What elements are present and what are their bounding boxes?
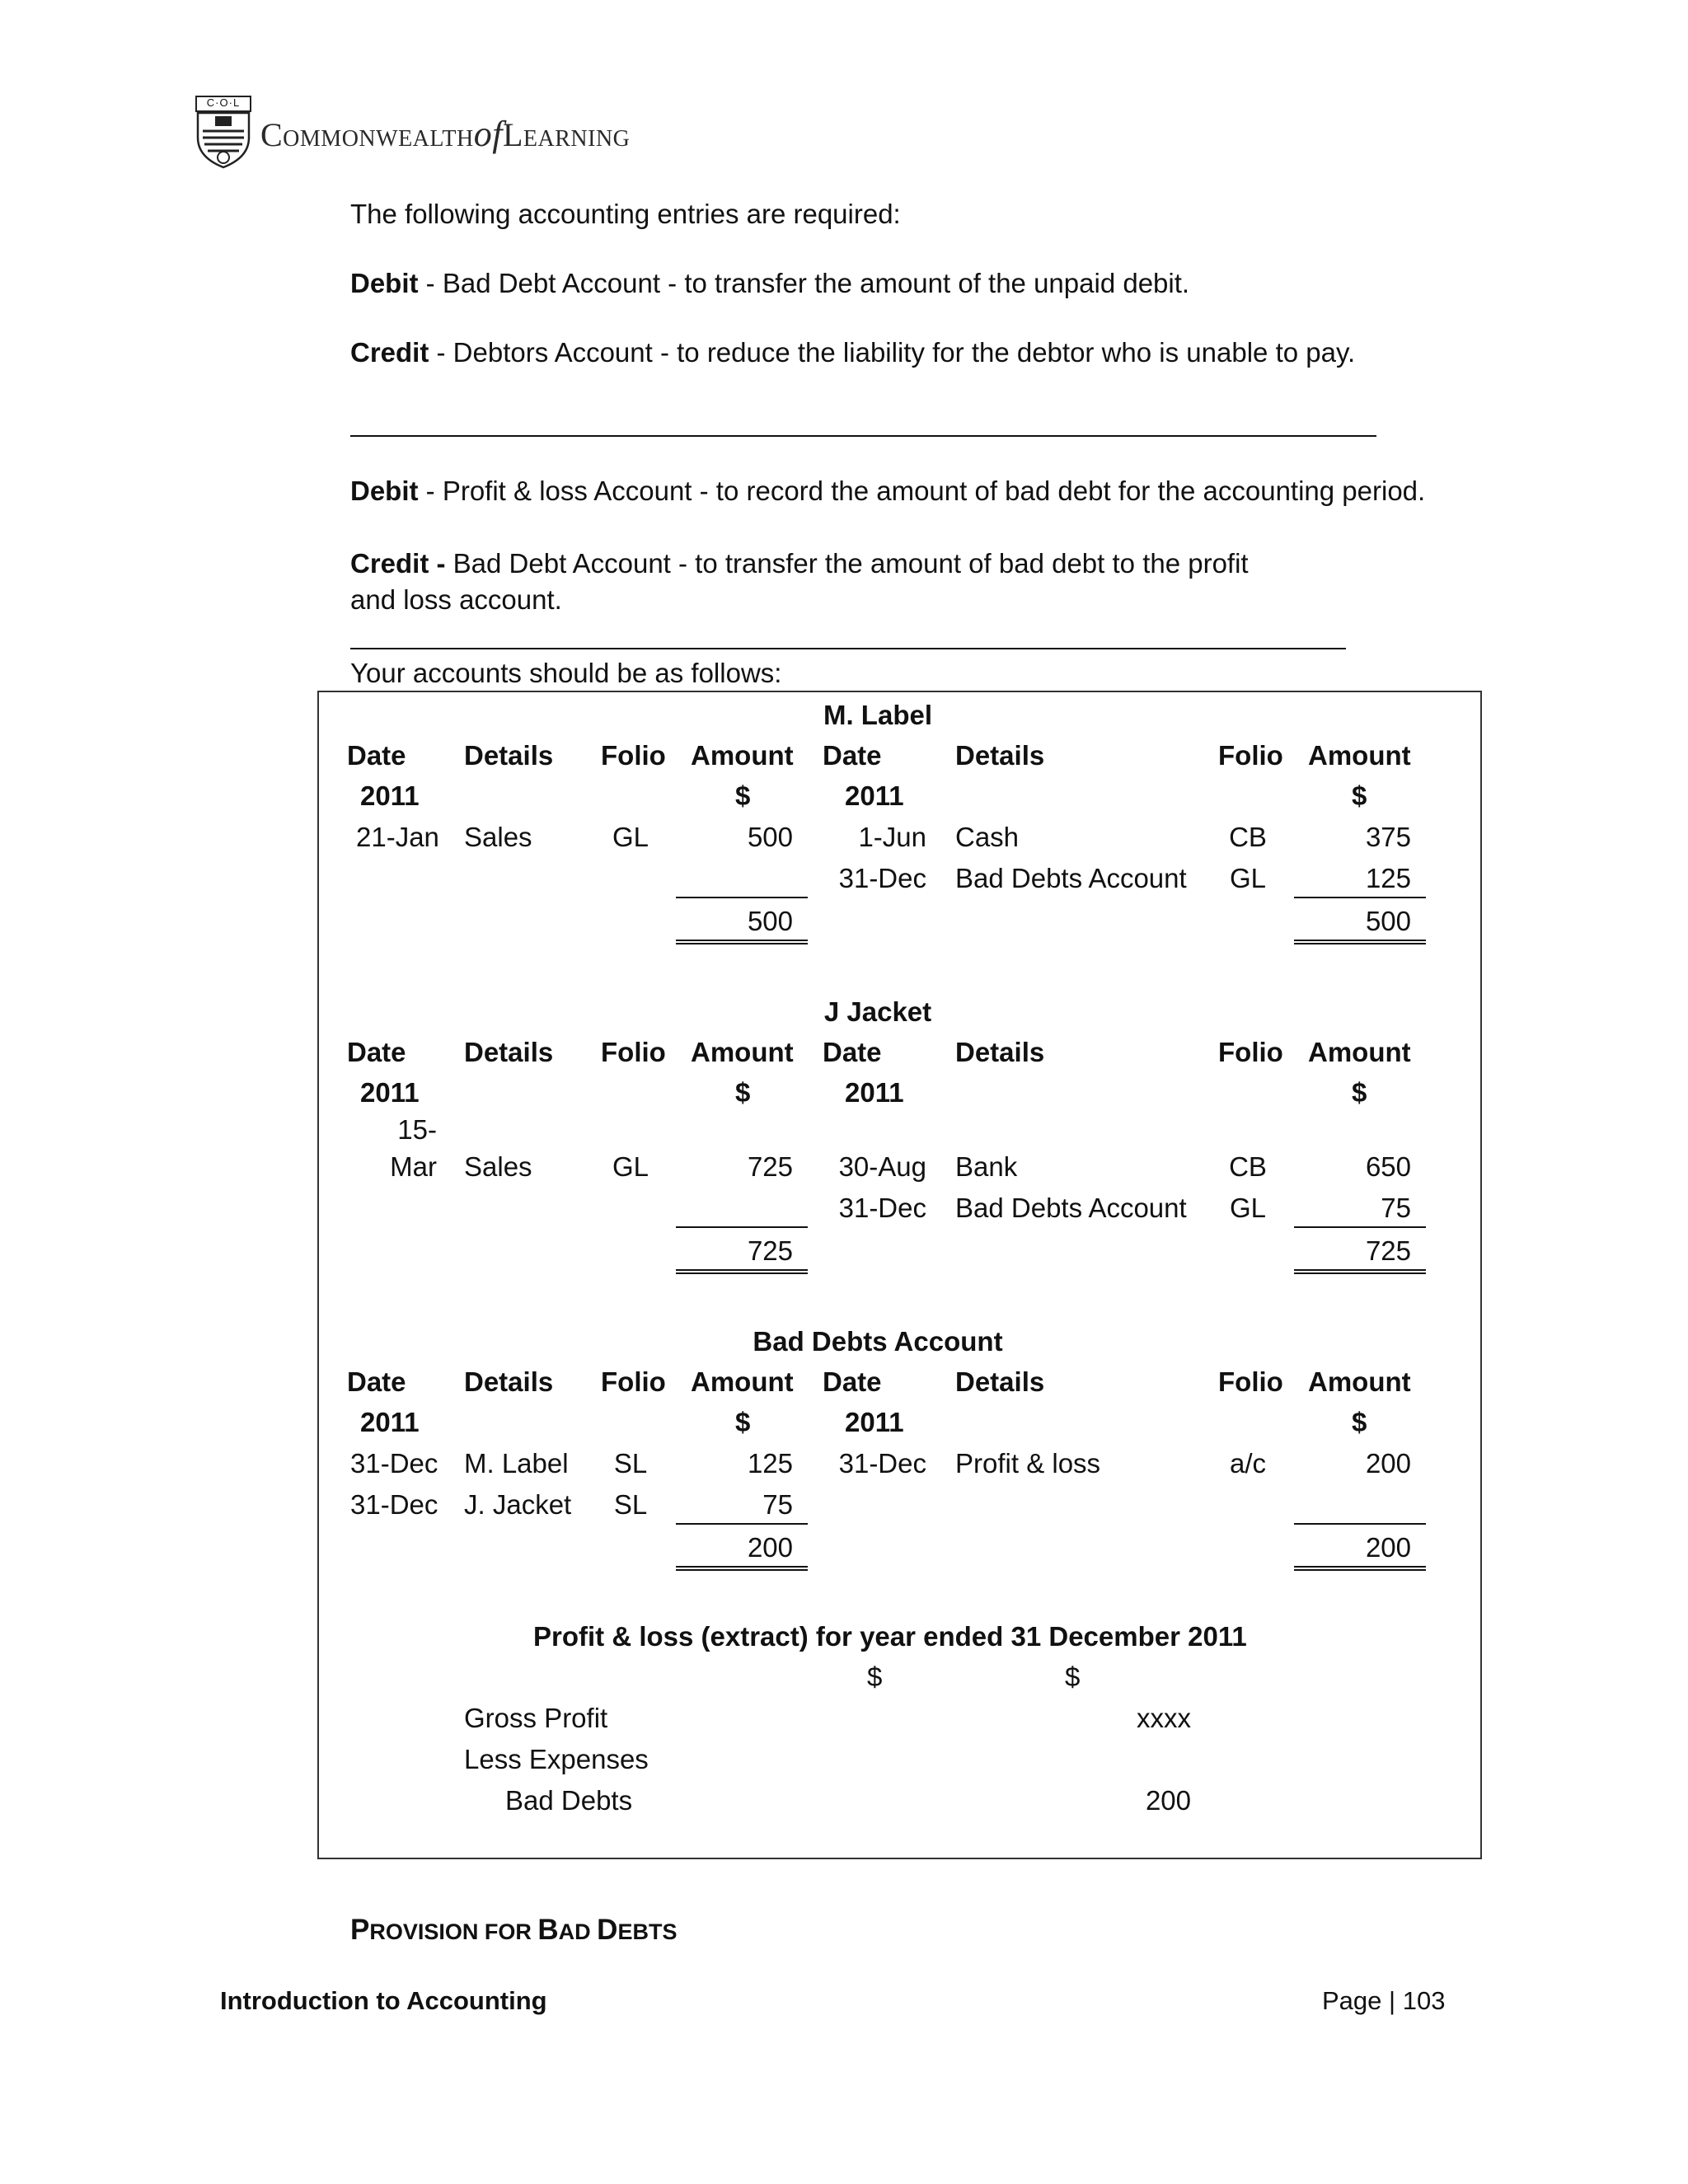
currency-label: $	[1352, 1077, 1367, 1108]
ledger-date: 31-Dec	[838, 863, 926, 893]
entry-text: Bad Debt Account - to transfer the amount of bad debt to the profit	[445, 548, 1249, 579]
col-header-date: Date	[347, 1366, 406, 1397]
currency-label: $	[735, 1077, 751, 1108]
col-header-folio: Folio	[601, 740, 666, 771]
total-double-rule	[676, 1269, 808, 1274]
section-heading-provision	[350, 1914, 677, 1947]
col-header-folio: Folio	[1218, 740, 1283, 771]
intro-line: The following accounting entries are required:	[350, 199, 901, 229]
accounts-intro: Your accounts should be as follows:	[350, 658, 782, 688]
entry-credit-debtors	[350, 335, 1355, 371]
currency-label: $	[1352, 780, 1367, 811]
ledger-details: Bank	[955, 1151, 1018, 1182]
col-header-details: Details	[955, 1366, 1045, 1397]
pl-gross-profit-label: Gross Profit	[464, 1703, 608, 1733]
ledger-folio: SL	[613, 1448, 648, 1479]
ledger-details: Sales	[464, 822, 532, 852]
total-double-rule	[676, 1566, 808, 1571]
ledger-amount: 75	[762, 1489, 793, 1520]
ledger-date: 31-Dec	[838, 1193, 926, 1223]
ledger-amount: 650	[1365, 1151, 1411, 1182]
logo-badge-text: C·O·L	[206, 96, 241, 109]
footer-page-number	[1322, 1986, 1445, 2016]
year-label: 2011	[360, 780, 420, 811]
pl-bad-debts-label: Bad Debts	[505, 1785, 633, 1816]
ledger-folio: GL	[612, 822, 649, 852]
logo-wordmark	[260, 113, 630, 155]
subtotal-rule	[676, 897, 808, 898]
subtotal-rule	[676, 1523, 808, 1525]
pl-gross-profit-value: xxxx	[1137, 1703, 1191, 1733]
col-header-date: Date	[823, 1037, 882, 1067]
ledger-details: Bad Debts Account	[955, 863, 1187, 893]
heading-part: EBTS	[617, 1919, 678, 1944]
logo-word-2: Learning	[502, 116, 631, 153]
ledger-total: 725	[747, 1235, 793, 1266]
col-header-folio: Folio	[601, 1366, 666, 1397]
ledger-folio: a/c	[1229, 1448, 1267, 1479]
ledger-date: 31-Dec	[350, 1448, 438, 1479]
subtotal-rule	[1294, 1226, 1426, 1228]
year-label: 2011	[360, 1407, 420, 1437]
heading-part: B	[537, 1914, 559, 1946]
col-header-details: Details	[955, 1037, 1045, 1067]
entry-debit-pl	[350, 473, 1425, 509]
col-header-folio: Folio	[601, 1037, 666, 1067]
separator-rule	[350, 435, 1376, 437]
total-double-rule	[1294, 1566, 1426, 1571]
page-number: 103	[1402, 1986, 1446, 2015]
col-header-amount: Amount	[1308, 740, 1411, 771]
col-header-amount: Amount	[691, 1366, 794, 1397]
ledger-folio: GL	[1229, 1193, 1267, 1223]
col-header-details: Details	[464, 740, 554, 771]
entry-text: - Profit & loss Account - to record the amount of bad debt for the accounting period.	[418, 476, 1426, 506]
heading-part: AD	[558, 1919, 598, 1944]
entry-credit-bad-debt	[350, 546, 1249, 582]
page-separator: |	[1389, 1986, 1396, 2015]
ledger-total: 200	[1365, 1532, 1411, 1563]
logo-word-1: Commonwealth	[260, 116, 474, 153]
entry-label: Credit	[350, 337, 429, 368]
col-header-details: Details	[464, 1037, 554, 1067]
entry-label: Debit	[350, 476, 419, 506]
ledger-amount: 725	[747, 1151, 793, 1182]
ledger-details: Bad Debts Account	[955, 1193, 1187, 1223]
col-header-date: Date	[823, 1366, 882, 1397]
page-label: Page	[1322, 1986, 1382, 2015]
account-title: Bad Debts Account	[753, 1326, 1003, 1357]
currency-label: $	[1352, 1407, 1367, 1437]
col-header-amount: Amount	[1308, 1037, 1411, 1067]
entry-label: Debit	[350, 268, 419, 298]
col-header-amount: Amount	[1308, 1366, 1411, 1397]
col-header-date: Date	[347, 740, 406, 771]
col-header-folio: Folio	[1218, 1366, 1283, 1397]
pl-less-expenses-label: Less Expenses	[464, 1744, 649, 1774]
ledger-folio: GL	[612, 1151, 649, 1182]
ledger-date: 31-Dec	[350, 1489, 438, 1520]
subtotal-rule	[1294, 1523, 1426, 1525]
entry-text: - Debtors Account - to reduce the liability for the debtor who is unable to pay.	[429, 337, 1356, 368]
ledger-folio: GL	[1229, 863, 1267, 893]
separator-rule	[350, 648, 1346, 649]
ledger-folio: CB	[1229, 822, 1267, 852]
entry-text: - Bad Debt Account - to transfer the amount of the unpaid debit.	[418, 268, 1190, 298]
col-header-details: Details	[464, 1366, 554, 1397]
heading-part: P	[350, 1914, 370, 1946]
pl-col-currency: $	[1065, 1661, 1081, 1692]
year-label: 2011	[360, 1077, 420, 1108]
footer-course-title: Introduction to Accounting	[220, 1986, 547, 2015]
col-header-date: Date	[347, 1037, 406, 1067]
ledger-total: 500	[747, 906, 793, 936]
subtotal-rule	[1294, 897, 1426, 898]
year-label: 2011	[845, 1407, 904, 1437]
total-double-rule	[1294, 1269, 1426, 1274]
year-label: 2011	[845, 1077, 904, 1108]
entry-label: Credit -	[350, 548, 446, 579]
ledger-date-part: Mar	[390, 1151, 437, 1182]
account-title: J Jacket	[823, 996, 932, 1027]
ledger-date: 1-Jun	[858, 822, 926, 852]
ledger-date: 30-Aug	[838, 1151, 926, 1182]
col-header-amount: Amount	[691, 1037, 794, 1067]
ledger-date: 21-Jan	[356, 822, 439, 852]
year-label: 2011	[845, 780, 904, 811]
total-double-rule	[676, 940, 808, 944]
subtotal-rule	[676, 1226, 808, 1228]
pl-col-currency: $	[867, 1661, 883, 1692]
ledger-details: Cash	[955, 822, 1020, 852]
heading-part: D	[597, 1914, 618, 1946]
ledger-details: J. Jacket	[464, 1489, 572, 1520]
ledger-total: 200	[747, 1532, 793, 1563]
ledger-amount: 75	[1381, 1193, 1411, 1223]
ledger-date: 31-Dec	[838, 1448, 926, 1479]
account-title: M. Label	[823, 700, 933, 730]
ledger-folio: CB	[1229, 1151, 1267, 1182]
ledger-details: M. Label	[464, 1448, 569, 1479]
heading-part: ROVISION FOR	[369, 1919, 538, 1944]
ledger-amount: 375	[1365, 822, 1411, 852]
pl-bad-debts-value: 200	[1145, 1785, 1191, 1816]
col-header-amount: Amount	[691, 740, 794, 771]
ledger-amount: 125	[1365, 863, 1411, 893]
total-double-rule	[1294, 940, 1426, 944]
ledger-amount: 125	[747, 1448, 793, 1479]
logo-word-of: of	[473, 114, 503, 154]
entry-debit-bad-debt	[350, 265, 1189, 302]
ledger-amount: 500	[747, 822, 793, 852]
entry-credit-bad-debt-cont: and loss account.	[350, 584, 562, 615]
ledger-details: Sales	[464, 1151, 532, 1182]
currency-label: $	[735, 780, 751, 811]
ledger-date-part: 15-	[397, 1114, 437, 1145]
col-header-folio: Folio	[1218, 1037, 1283, 1067]
col-logo	[195, 95, 689, 169]
ledger-amount: 200	[1365, 1448, 1411, 1479]
col-header-date: Date	[823, 740, 882, 771]
pl-title: Profit & loss (extract) for year ended 31 December 2011	[533, 1621, 1247, 1652]
ledger-details: Profit & loss	[955, 1448, 1101, 1479]
currency-label: $	[735, 1407, 751, 1437]
col-header-details: Details	[955, 740, 1045, 771]
ledger-total: 500	[1365, 906, 1411, 936]
ledger-total: 725	[1365, 1235, 1411, 1266]
ledger-folio: SL	[613, 1489, 648, 1520]
